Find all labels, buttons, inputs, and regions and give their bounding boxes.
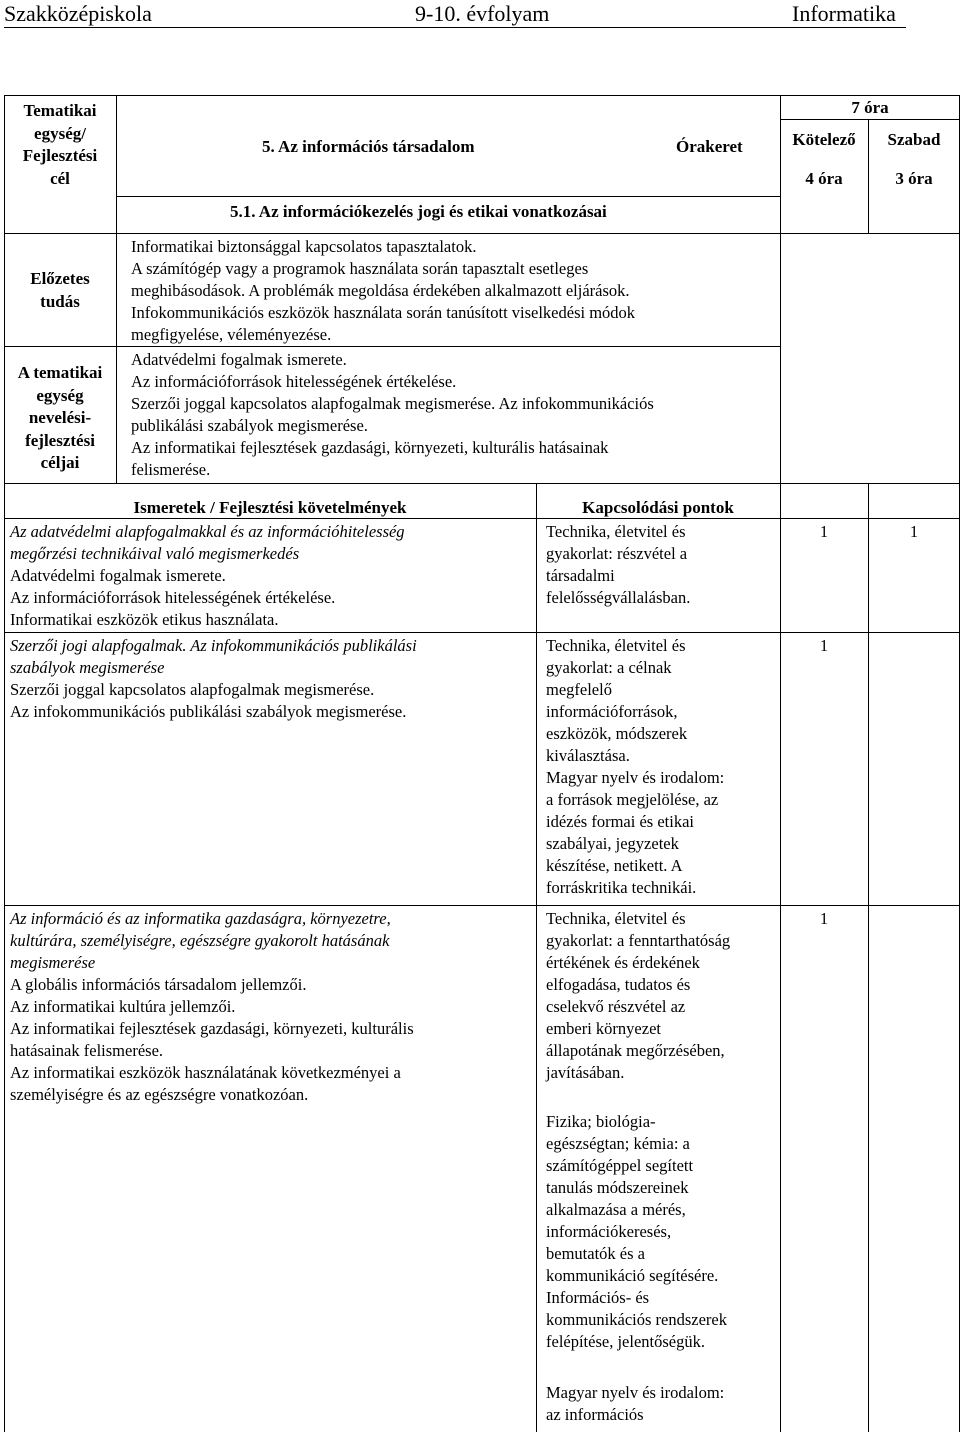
link-line: felelősségvállalásban. [546, 588, 691, 607]
mandatory-label: Kötelező [792, 130, 856, 149]
link-line: megfelelő [546, 680, 612, 699]
link-line: szabályai, jegyzetek [546, 834, 679, 853]
orakeret-label: Órakeret [676, 137, 743, 156]
content-line: Az informatikai fejlesztések gazdasági, környezeti, kulturális [10, 1019, 414, 1038]
link-line: egészségtan; kémia: a [546, 1134, 690, 1153]
header-rule [4, 27, 906, 28]
link-line: Információs- és [546, 1288, 650, 1307]
total-hours: 7 óra [851, 98, 889, 117]
connections-row-1 [546, 521, 778, 609]
hours-mandatory-row-3: 1 [819, 909, 829, 928]
link-line: gyakorlat: részvétel a [546, 544, 688, 563]
prior-line: Informatikai biztonsággal kapcsolatos tapasztalatok. [131, 237, 477, 256]
link-line: kommunikáció segítésére. [546, 1266, 719, 1285]
connections-row-2 [546, 635, 778, 899]
link-line: információforrások, [546, 702, 678, 721]
free-hours: 3 óra [895, 169, 933, 188]
requirements-row-3 [10, 908, 532, 1106]
link-line: elfogadása, tudatos és [546, 975, 691, 994]
connections-row-3 [546, 908, 778, 1084]
connections-header: Kapcsolódási pontok [582, 498, 734, 517]
link-line: idézés formai és etikai [546, 812, 694, 831]
connections-row-3c [546, 1382, 778, 1426]
prior-label-line: Előzetes [30, 269, 90, 288]
link-line: kommunikációs rendszerek [546, 1310, 727, 1329]
link-line: bemutatók és a [546, 1244, 645, 1263]
topic-line: Az adatvédelmi alapfogalmakkal és az információhitelesség [10, 522, 405, 541]
connections-row-3b [546, 1111, 778, 1353]
unit-label [4, 100, 116, 190]
unit-label-line: Fejlesztési [22, 146, 98, 165]
link-line: Technika, életvitel és [546, 909, 686, 928]
content-line: Informatikai eszközök etikus használata. [10, 610, 279, 629]
goals-label-line: fejlesztési [25, 430, 95, 450]
prior-knowledge-text [131, 236, 635, 346]
goals-text [131, 349, 654, 481]
goals-label-line: nevelési- [28, 408, 92, 427]
content-line: személyiségre és az egészségre vonatkozóan. [10, 1085, 309, 1104]
link-line: készítése, netikett. A [546, 856, 683, 875]
requirements-header: Ismeretek / Fejlesztési követelmények [133, 498, 407, 517]
prior-line: A számítógép vagy a programok használata során tapasztalt esetleges [131, 259, 589, 278]
hours-mandatory-row-1: 1 [819, 522, 829, 541]
link-line: számítógéppel segített [546, 1156, 694, 1175]
header-school: Szakközépiskola [4, 1, 152, 26]
requirements-row-2 [10, 635, 532, 723]
goals-line: felismerése. [131, 460, 211, 479]
link-line: tanulás módszereinek [546, 1178, 689, 1197]
link-line: gyakorlat: a fenntarthatóság [546, 931, 731, 950]
header-grade: 9-10. évfolyam [415, 1, 550, 26]
content-line: Az információforrások hitelességének értékelése. [10, 588, 336, 607]
goals-label [4, 362, 116, 475]
topic-line: kultúrára, személyiségre, egészségre gyakorolt hatásának [10, 931, 390, 950]
link-line: információkeresés, [546, 1222, 672, 1241]
hours-free-row-1: 1 [909, 522, 919, 541]
topic-line: megismerése [10, 953, 96, 972]
prior-line: meghibásodások. A problémák megoldása érdekében alkalmazott eljárások. [131, 281, 630, 300]
link-line: alkalmazása a mérés, [546, 1200, 686, 1219]
unit-label-line: Tematikai [23, 101, 97, 120]
content-line: Az informatikai kultúra jellemzői. [10, 997, 236, 1016]
content-line: Adatvédelmi fogalmak ismerete. [10, 566, 226, 585]
link-line: Magyar nyelv és irodalom: [546, 768, 725, 787]
goals-line: Adatvédelmi fogalmak ismerete. [131, 350, 347, 369]
link-line: Technika, életvitel és [546, 636, 686, 655]
content-line: Szerzői joggal kapcsolatos alapfogalmak megismerése. [10, 680, 375, 699]
goals-label-line: egység [36, 385, 84, 405]
content-line: Az infokommunikációs publikálási szabályok megismerése. [10, 702, 407, 721]
link-line: az információs [546, 1405, 644, 1424]
content-line: A globális információs társadalom jellemzői. [10, 975, 307, 994]
topic-line: megőrzési technikáival való megismerkedés [10, 544, 300, 563]
link-line: eszközök, módszerek [546, 724, 688, 743]
goals-line: publikálási szabályok megismerése. [131, 416, 368, 435]
prior-label-line: tudás [40, 291, 80, 311]
link-line: állapotának megőrzésében, [546, 1041, 725, 1060]
goals-label-line: A tematikai [17, 363, 103, 382]
sub-title: 5.1. Az információkezelés jogi és etikai vonatkozásai [230, 202, 607, 221]
goals-line: Az informatikai fejlesztések gazdasági, környezeti, kulturális hatásainak [131, 438, 609, 457]
header-subject: Informatika [792, 1, 896, 26]
topic-line: szabályok megismerése [10, 658, 165, 677]
requirements-row-1 [10, 521, 532, 631]
link-line: kiválasztása. [546, 746, 630, 765]
topic-line: Az információ és az informatika gazdaságra, környezetre, [10, 909, 391, 928]
link-line: társadalmi [546, 566, 615, 585]
link-line: emberi környezet [546, 1019, 661, 1038]
link-line: Magyar nyelv és irodalom: [546, 1383, 725, 1402]
link-line: forráskritika technikái. [546, 878, 697, 897]
content-line: Az informatikai eszközök használatának következményei a [10, 1063, 401, 1082]
link-line: gyakorlat: a célnak [546, 658, 672, 677]
goals-line: Az információforrások hitelességének értékelése. [131, 372, 457, 391]
link-line: értékének és érdekének [546, 953, 700, 972]
link-line: felépítése, jelentőségük. [546, 1332, 705, 1351]
free-label: Szabad [887, 130, 941, 149]
prior-line: megfigyelése, véleményezése. [131, 325, 332, 344]
link-line: cselekvő részvétel az [546, 997, 686, 1016]
prior-line: Infokommunikációs eszközök használata során tanúsított viselkedési módok [131, 303, 636, 322]
link-line: Technika, életvitel és [546, 522, 686, 541]
unit-label-line: egység/ [34, 123, 86, 143]
link-line: javításában. [546, 1063, 625, 1082]
goals-line: Szerzői joggal kapcsolatos alapfogalmak megismerése. Az infokommunikációs [131, 394, 654, 413]
prior-knowledge-label [4, 268, 116, 313]
goals-label-line: céljai [40, 453, 80, 472]
mandatory-hours: 4 óra [805, 169, 843, 188]
topic-line: Szerzői jogi alapfogalmak. Az infokommunikációs publikálási [10, 636, 417, 655]
link-line: Fizika; biológia- [546, 1112, 656, 1131]
unit-title: 5. Az információs társadalom [262, 137, 475, 156]
unit-label-line: cél [50, 168, 70, 188]
hours-mandatory-row-2: 1 [819, 636, 829, 655]
link-line: a források megjelölése, az [546, 790, 719, 809]
content-line: hatásainak felismerése. [10, 1041, 164, 1060]
